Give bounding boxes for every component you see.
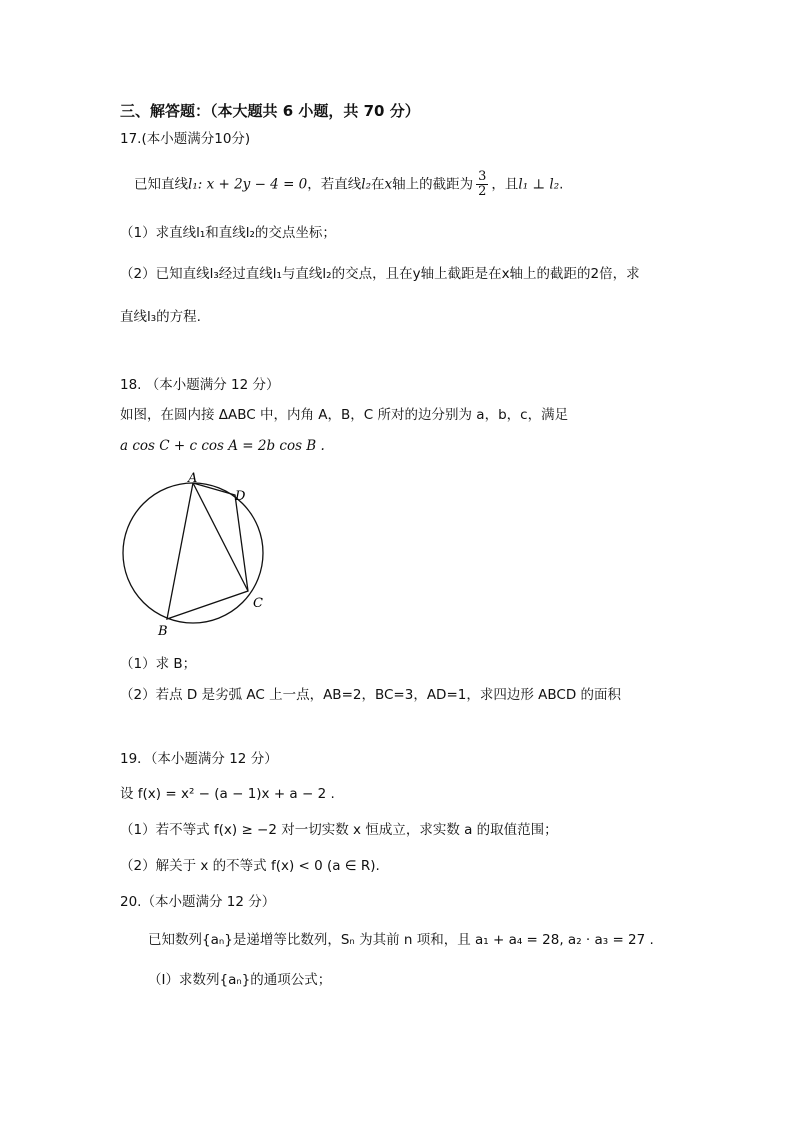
label-b: B bbox=[158, 624, 168, 639]
q20-part1: （Ⅰ）求数列{aₙ}的通项公式； bbox=[148, 972, 332, 988]
q19-part1: （1）若不等式 f(x) ≥ −2 对一切实数 x 恒成立，求实数 a 的取值范围； bbox=[120, 822, 558, 838]
q17-l2-symbol: l₂ bbox=[361, 176, 371, 193]
q19-header: 19．（本小题满分 12 分） bbox=[120, 751, 278, 767]
label-a: A bbox=[188, 471, 198, 486]
q17-stem-text1: 已知直线 bbox=[134, 176, 188, 193]
q18-header: 18. （本小题满分 12 分） bbox=[120, 377, 280, 393]
q19-part2: （2）解关于 x 的不等式 f(x) < 0 (a ∈ R). bbox=[120, 858, 380, 874]
circumcircle bbox=[123, 483, 263, 623]
q17-header: 17.(本小题满分10分) bbox=[120, 131, 251, 147]
q17-part2-line1: （2）已知直线l₃经过直线l₁与直线l₂的交点，且在y轴上截距是在x轴上的截距的2倍，求 bbox=[120, 266, 640, 282]
q17-x-symbol: x bbox=[384, 176, 393, 193]
q17-stem-end: . bbox=[559, 176, 564, 193]
inscribed-quadrilateral-figure bbox=[118, 468, 278, 643]
q19-stem: 设 f(x) = x² − (a − 1)x + a − 2 . bbox=[120, 786, 335, 802]
q20-header: 20.（本小题满分 12 分） bbox=[120, 894, 276, 910]
q18-part1: （1）求 B； bbox=[120, 656, 197, 672]
q17-perpendicular: l₁ ⊥ l₂ bbox=[518, 176, 560, 193]
q20-stem: 已知数列{aₙ}是递增等比数列，Sₙ 为其前 n 项和，且 a₁ + a₄ = 28, a₂ · a₃ = 27 . bbox=[148, 932, 654, 948]
q17-part1: （1）求直线l₁和直线l₂的交点坐标； bbox=[120, 225, 336, 241]
q17-stem-text4: 轴上的截距为 bbox=[392, 176, 474, 193]
q17-fraction-numerator: 3 bbox=[478, 169, 487, 184]
q17-line-l1-equation: l₁: x + 2y − 4 = 0 bbox=[188, 176, 308, 193]
label-c: C bbox=[253, 596, 263, 611]
q17-stem-text5: ，且 bbox=[491, 176, 519, 193]
q17-fraction bbox=[476, 170, 488, 199]
q17-part2-line2: 直线l₃的方程. bbox=[120, 309, 201, 325]
q17-fraction-denominator: 2 bbox=[478, 184, 487, 199]
q17-stem-text2: ，若直线 bbox=[307, 176, 362, 193]
q18-stem-line2: a cos C + c cos A = 2b cos B . bbox=[120, 438, 325, 454]
q18-part2: （2）若点 D 是劣弧 AC 上一点，AB=2，BC=3，AD=1，求四边形 ABCD 的面积 bbox=[120, 687, 622, 703]
q17-stem bbox=[134, 170, 563, 199]
section-title: 三、解答题：（本大题共 6 小题，共 70 分） bbox=[120, 102, 420, 120]
q18-stem-line1: 如图，在圆内接 ΔABC 中，内角 A，B，C 所对的边分别为 a，b，c，满足 bbox=[120, 407, 569, 423]
q17-stem-text3: 在 bbox=[371, 176, 385, 193]
label-d: D bbox=[235, 489, 246, 504]
